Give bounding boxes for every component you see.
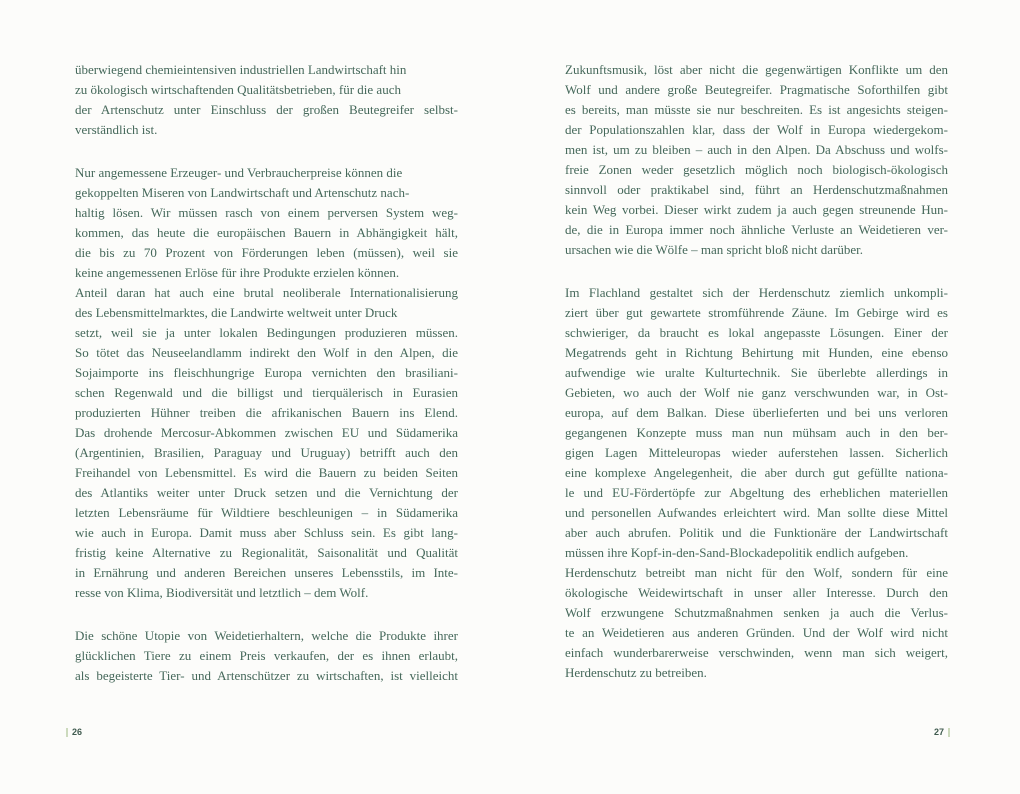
text-line: gekoppelten Miseren von Landwirtschaft und Artenschutz nach- <box>75 185 410 200</box>
text-line: te an Weidetieren aus anderen Gründen. Und der Wolf wird nicht <box>565 625 948 640</box>
text-line: Nur angemessene Erzeuger- und Verbraucherpreise können die <box>75 165 403 180</box>
text-line: resse von Klima, Biodiversität und letztlich – dem Wolf. <box>75 585 369 600</box>
text-line: Megatrends geht in Richtung Behirtung mit Hunden, eine ebenso <box>565 345 948 360</box>
text-line: keine angemessenen Erlöse für ihre Produkte erzielen können. <box>75 265 400 280</box>
text-line: schwieriger, da braucht es lokal angepasste Lösungen. Einer der <box>565 325 948 340</box>
text-line: einfach wunderbarerweise verschwinden, wenn man sich weigert, <box>565 645 948 660</box>
text-line: ziert über gut gewartete stromführende Zäune. Im Gebirge wird es <box>565 305 948 320</box>
text-line: le und EU-Fördertöpfe zur Abgeltung des erheblichen materiellen <box>565 485 948 500</box>
page-number: 27 <box>933 727 944 737</box>
paragraph <box>565 60 948 260</box>
text-line: zu ökologisch wirtschaftenden Qualitätsbetrieben, für die auch <box>75 82 401 97</box>
page-right-text-column <box>565 60 948 706</box>
text-line: Im Flachland gestaltet sich der Herdenschutz ziemlich unkompli- <box>565 285 948 300</box>
text-line: letzten Lebensräume für Wildtiere beschleunigen – in Südamerika <box>75 505 458 520</box>
text-line: fristig keine Alternative zu Regionalität, Saisonalität und Qualität <box>75 545 458 560</box>
text-line: kommen, das heute die europäischen Bauern in Abhängigkeit hält, <box>75 225 458 240</box>
text-line: glücklichen Tiere zu einem Preis verkaufen, der es ihnen erlaubt, <box>75 648 458 663</box>
text-line: Sojaimporte ins fleischhungrige Europa vernichten den brasiliani- <box>75 365 458 380</box>
text-line: freie Zonen weder gesetzlich möglich noch biologisch-ökologisch <box>565 162 948 177</box>
page-number-bar <box>66 728 68 737</box>
text-line: aber auch abrufen. Politik und die Funktionäre der Landwirtschaft <box>565 525 948 540</box>
text-line: Herdenschutz zu betreiben. <box>565 665 707 680</box>
text-line: Zukunftsmusik, löst aber nicht die gegenwärtigen Konflikte um den <box>565 62 948 77</box>
text-line: Wolf erzwungene Schutzmaßnahmen senken ja auch die Verlus- <box>565 605 948 620</box>
text-line: des Lebensmittelmarktes, die Landwirte weltweit unter Druck <box>75 305 398 320</box>
text-line: der Artenschutz unter Einschluss der großen Beutegreifer selbst- <box>75 102 458 117</box>
text-line: ursachen wie die Wölfe – man spricht bloß nicht darüber. <box>565 242 863 257</box>
text-line: verständlich ist. <box>75 122 158 137</box>
text-line: als begeisterte Tier- und Artenschützer zu wirtschaften, ist vielleicht <box>75 668 458 683</box>
text-line: europa, auf dem Balkan. Diese überlieferten und bei uns verloren <box>565 405 948 420</box>
text-line: Wolf und andere große Beutegreifer. Pragmatische Soforthilfen gibt <box>565 82 948 97</box>
text-line: So tötet das Neuseelandlamm indirekt den Wolf in den Alpen, die <box>75 345 458 360</box>
text-line: es bereits, man müsste sie nur beschreiten. Es ist angesichts steigen- <box>565 102 948 117</box>
text-line: die bis zu 70 Prozent von Förderungen leben (müssen), weil sie <box>75 245 458 260</box>
text-line: wie auch in Europa. Damit muss aber Schluss sein. Es gibt lang- <box>75 525 458 540</box>
text-line: sinnvoll oder praktikabel sind, führt an Herdenschutzmaßnahmen <box>565 182 948 197</box>
text-line: eine komplexe Angelegenheit, die aber durch gut gefüllte nationa- <box>565 465 948 480</box>
text-line: der Populationszahlen klar, dass der Wolf in Europa wiedergekom- <box>565 122 948 137</box>
page-left-footer <box>66 726 82 738</box>
text-line: Freihandel von Lebensmittel. Es wird die Bauern zu beiden Seiten <box>75 465 458 480</box>
paragraph <box>75 60 458 140</box>
paragraph <box>75 626 458 686</box>
text-line: de, die in Europa immer noch ähnliche Verluste an Weidetieren ver- <box>565 222 948 237</box>
text-line: haltig lösen. Wir müssen rasch von einem perversen System weg- <box>75 205 458 220</box>
text-line: produzierten Hühner treiben die afrikanischen Bauern ins Elend. <box>75 405 458 420</box>
text-line: aufwendige wie uralte Kulturtechnik. Sie überlebte allerdings in <box>565 365 948 380</box>
text-line: gigen Lagen Mitteleuropas wieder auferstehen lassen. Sicherlich <box>565 445 948 460</box>
text-line: men ist, um zu bleiben – auch in den Alpen. Da Abschuss und wolfs- <box>565 142 948 157</box>
text-line: kein Weg vorbei. Dieser wirkt zudem ja auch gegen streunende Hun- <box>565 202 948 217</box>
page-number: 26 <box>72 727 83 737</box>
text-line: in Ernährung und anderen Bereichen unseres Lebensstils, im Inte- <box>75 565 458 580</box>
text-line: ökologische Weidewirtschaft in unser aller Interesse. Durch den <box>565 585 948 600</box>
text-line: Herdenschutz betreibt man nicht für den Wolf, sondern für eine <box>565 565 948 580</box>
text-line: müssen ihre Kopf-in-den-Sand-Blockadepolitik endlich aufgeben. <box>565 545 909 560</box>
paragraph <box>565 283 948 683</box>
text-line: (Argentinien, Brasilien, Paraguay und Uruguay) betrifft auch den <box>75 445 458 460</box>
text-line: Gebieten, wo auch der Wolf nie ganz verschwunden war, in Ost- <box>565 385 948 400</box>
text-line: des Atlantiks weiter unter Druck setzen und die Vernichtung der <box>75 485 458 500</box>
text-line: und personellen Aufwandes erleichtert wird. Man sollte diese Mittel <box>565 505 948 520</box>
text-line: Das drohende Mercosur-Abkommen zwischen EU und Südamerika <box>75 425 458 440</box>
text-line: gegangenen Konzepte muss man nun mühsam auch in den ber- <box>565 425 948 440</box>
text-line: Anteil daran hat auch eine brutal neoliberale Internationalisierung <box>75 285 458 300</box>
page-right <box>510 0 1020 794</box>
text-line: überwiegend chemieintensiven industriellen Landwirtschaft hin <box>75 62 407 77</box>
text-line: setzt, weil sie ja unter lokalen Bedingungen produzieren müssen. <box>75 325 458 340</box>
paragraph <box>75 163 458 603</box>
page-left-text-column <box>75 60 458 709</box>
text-line: schen Regenwald und die billigst und tierquälerisch in Eurasien <box>75 385 458 400</box>
text-line: Die schöne Utopie von Weidetierhaltern, welche die Produkte ihrer <box>75 628 458 643</box>
page-right-footer <box>934 726 950 738</box>
page-number-bar <box>948 728 950 737</box>
